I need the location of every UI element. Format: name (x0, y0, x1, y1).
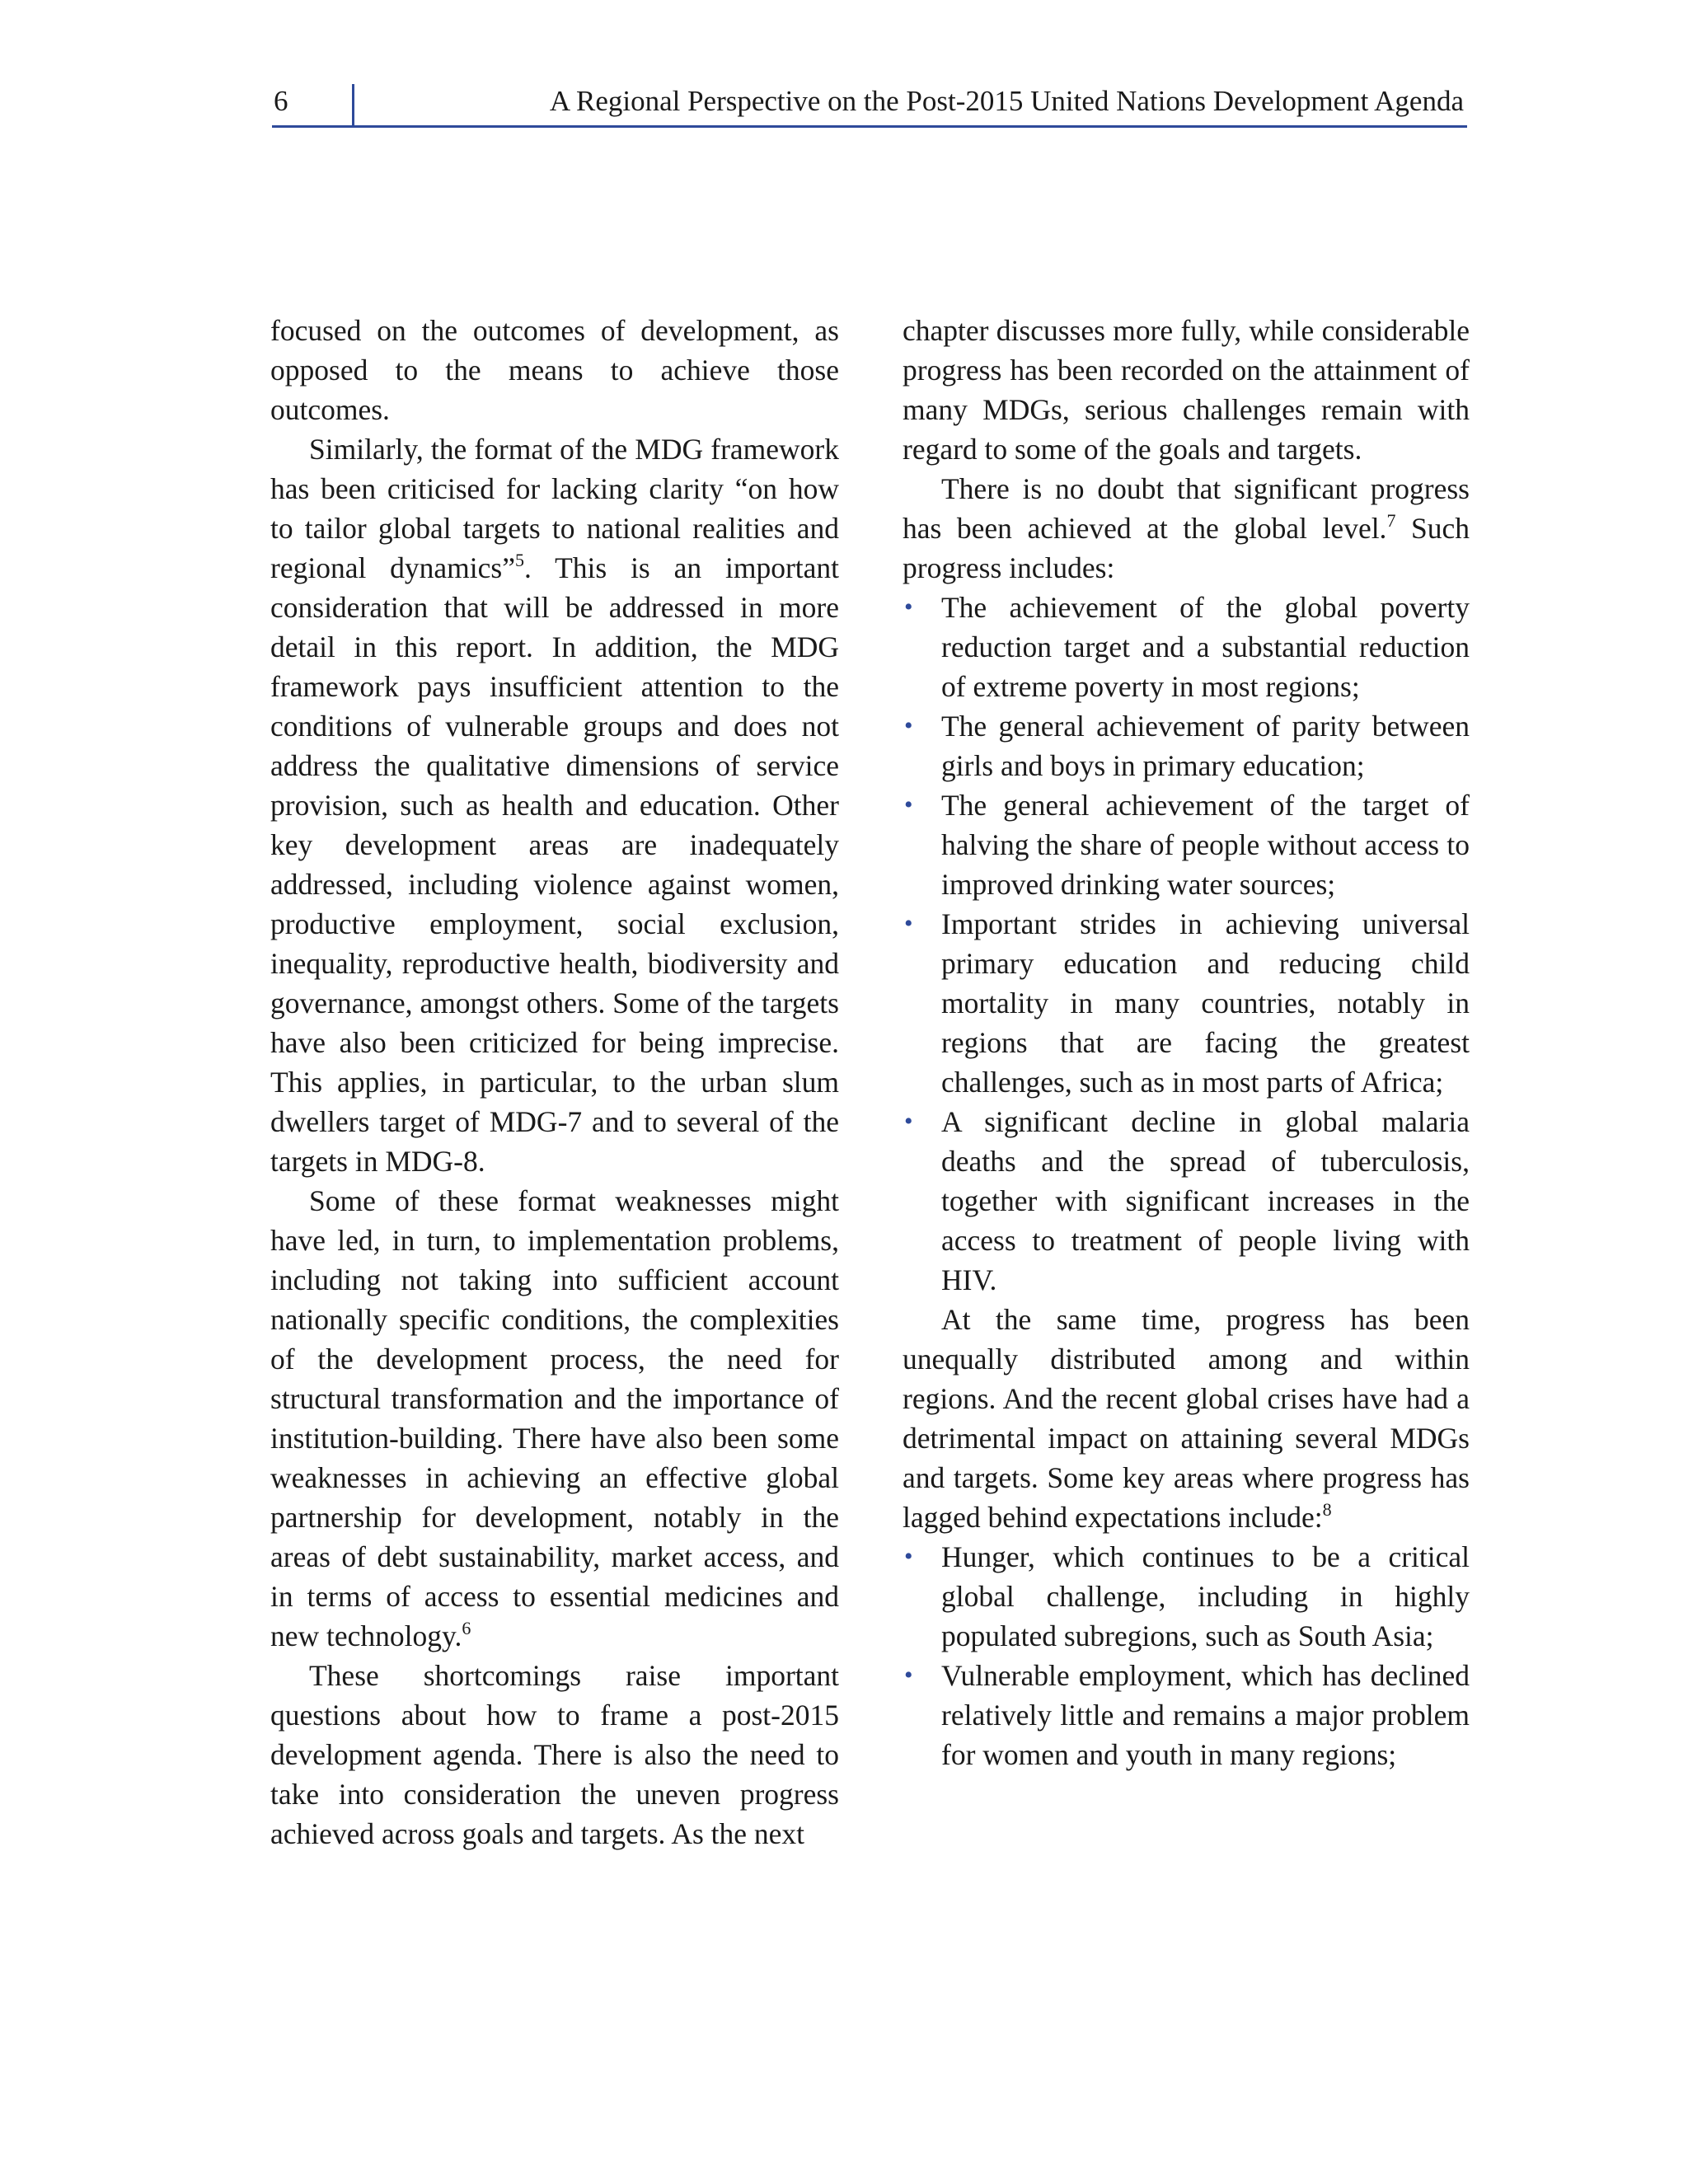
page-number: 6 (274, 85, 288, 117)
paragraph-text: . This is an important consideration that will be addressed in more detail in this report. In addition, the MDG framework pays insufficient attention to the conditions of vulnerable groups and does not address the qualitative dimensions of service provision, such as health and education. Other key development areas are inadequately addressed, including violence against women, productive employment, social exclusion, inequality, reproductive health, biodiversity and governance, amongst others. Some of the targets have also been criticized for being imprecise. This applies, in particular, to the urban slum dwellers target of MDG-7 and to several of the targets in MDG-8. (270, 551, 840, 1178)
progress-list (903, 588, 1470, 1300)
list-item-text: A significant decline in global malaria deaths and the spread of tuberculosis, together with significant increases in the access to treatment of people living with HIV. (941, 1105, 1470, 1296)
header-divider (352, 84, 354, 125)
paragraph-chapter-discusses: chapter discusses more fully, while considerable progress has been recorded on the attainment of many MDGs, serious challenges remain with regard to some of the goals and targets. (903, 314, 1470, 466)
running-title: A Regional Perspective on the Post-2015 United Nations Development Agenda (549, 85, 1464, 117)
list-item (903, 904, 1470, 1102)
left-column (270, 311, 839, 1854)
paragraph-text: Such progress includes: (903, 512, 1470, 584)
list-item (903, 1537, 1470, 1656)
list-item (903, 785, 1470, 904)
list-item-text: The achievement of the global poverty reduction target and a substantial reduction of extreme poverty in most regions; (941, 591, 1470, 703)
bullet-icon: • (904, 1543, 913, 1570)
bullet-icon: • (904, 593, 913, 621)
list-item-text: The general achievement of parity between girls and boys in primary education; (941, 710, 1470, 782)
footnote-ref: 6 (462, 1618, 471, 1638)
running-header (272, 82, 1467, 128)
list-item-text: Vulnerable employment, which has declined relatively little and remains a major problem for women and youth in many regions; (941, 1659, 1470, 1771)
list-item (903, 706, 1470, 785)
bullet-icon: • (904, 712, 913, 739)
right-column (903, 311, 1470, 1774)
list-item (903, 1656, 1470, 1774)
bullet-icon: • (904, 1661, 913, 1689)
paragraph-implementation-problems (270, 1181, 839, 1656)
paragraph-outcomes: focused on the outcomes of development, as opposed to the means to achieve those outcomes. (270, 314, 839, 426)
list-item-text: Important strides in achieving universal primary education and reducing child mortality in many countries, notably in regions that are facing the greatest challenges, such as in most parts of Africa; (941, 907, 1470, 1099)
list-item (903, 1102, 1470, 1300)
paragraph-unequal-progress (903, 1300, 1470, 1537)
bullet-icon: • (904, 1108, 913, 1135)
footnote-ref: 7 (1386, 510, 1396, 531)
bullet-icon: • (904, 791, 913, 818)
paragraph-format-criticism (270, 429, 839, 1181)
paragraph-shortcomings: These shortcomings raise important questions about how to frame a post-2015 development agenda. There is also the need to take into consideration the uneven progress achieved across goals and targets. As the next (270, 1659, 839, 1850)
paragraph-text: Similarly, the format of the MDG framework has been criticised for lacking clarity “on how to tailor global targets to national realities and regional dynamics” (270, 433, 839, 584)
paragraph-text: At the same time, progress has been unequally distributed among and within regions. And the recent global crises have had a detrimental impact on attaining several MDGs and targets. Some key areas where progress has lagged behind expectations include: (903, 1303, 1470, 1534)
paragraph-significant-progress (903, 469, 1470, 588)
paragraph-text: Some of these format weaknesses might have led, in turn, to implementation problems, including not taking into sufficient account nationally specific conditions, the complexities of the development process, the need for structural transformation and the importance of institution-building. There have also been some weaknesses in achieving an effective global partnership for development, notably in the areas of debt sustainability, market access, and in terms of access to essential medicines and new technology. (270, 1184, 839, 1652)
list-item-text: The general achievement of the target of halving the share of people without access to improved drinking water sources; (941, 789, 1470, 901)
list-item (903, 588, 1470, 706)
paragraph-text: There is no doubt that significant progress has been achieved at the global level. (903, 472, 1470, 545)
footnote-ref: 5 (515, 550, 524, 570)
footnote-ref: 8 (1322, 1499, 1332, 1520)
bullet-icon: • (904, 910, 913, 937)
lagging-areas-list (903, 1537, 1470, 1774)
list-item-text: Hunger, which continues to be a critical global challenge, including in highly populated subregions, such as South Asia; (941, 1540, 1470, 1652)
